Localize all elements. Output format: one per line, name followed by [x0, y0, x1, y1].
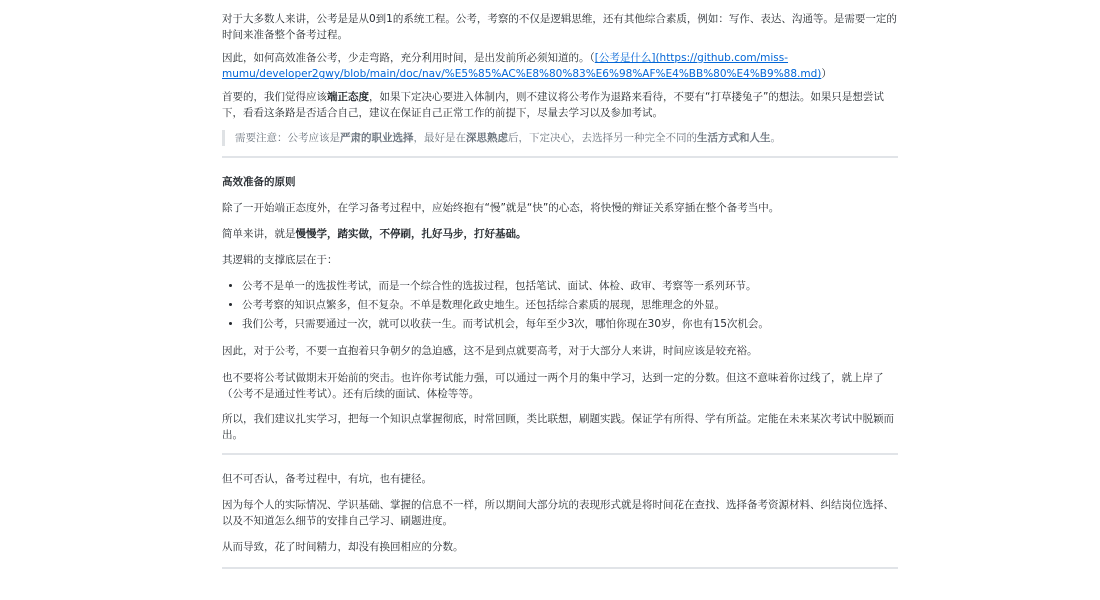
paragraph-summary-pre: 简单来讲，就是: [222, 228, 296, 240]
quote-text-d: 后，下定决心，去选择另一种完全不同的: [508, 132, 697, 144]
quote-bold-2: 深思熟虑: [466, 132, 508, 144]
paragraph-efficient: [222, 50, 898, 82]
paragraph-therefore: 因此，对于公考，不要一直抱着只争朝夕的急迫感，这不是到点就要高考，对于大部分人来讲，时间应该是较充裕。: [222, 345, 758, 357]
paragraph-intro: 对于大多数人来讲，公考是是从0到1的系统工程。公考，考察的不仅是逻辑思维，还有其他综合素质，例如：写作、表达、沟通等。是需要一定的时间来准备整个备考过程。: [222, 13, 897, 41]
paragraph-efficient-after: ）: [821, 68, 832, 80]
divider: [222, 567, 898, 569]
divider: [222, 453, 898, 455]
paragraph-attitude-post: ，如果下定决心要进入体制内，则不建议将公考作为退路来看待，不要有“打草搂兔子”的想法。如果只是想尝试下，看看这条路是否适合自己，建议在保证自己正常工作的前提下，尽量去学习以及参加考试。: [222, 91, 884, 119]
quote-text-c: ，最好是在: [413, 132, 466, 144]
paragraph-result: 从而导致，花了时间精力，却没有换回相应的分数。: [222, 541, 464, 553]
section-heading: 高效准备的原则: [222, 176, 296, 188]
list-item: • 公考考察的知识点繁多，但不复杂。不单是数理化政史地生。还包括综合素质的展现，思维理念的外显。: [242, 297, 898, 313]
quote-text-e: 。: [770, 132, 781, 144]
list-item: • 公考不是单一的选拔性考试，而是一个综合性的选拔过程，包括笔试、面试、体检、政审、考察等一系列环节。: [242, 278, 898, 294]
paragraph-reasons: 因为每个人的实际情况、学识基础、掌握的信息不一样，所以期间大部分坑的表现形式就是将时间花在查找、选择备考资源材料、纠结岗位选择、以及不知道怎么细节的安排自己学习、刷题进度。: [222, 499, 894, 527]
quote-bold-1: 严肃的职业选择: [340, 132, 414, 144]
list-item: • 我们公考，只需要通过一次，就可以收获一生。而考试机会，每年至少3次，哪怕你现在30岁，你也有15次机会。: [242, 316, 898, 332]
paragraph-attitude-bold: 端正态度: [327, 91, 369, 103]
quote-text-a: 需要注意：公考应该是: [235, 132, 340, 144]
paragraph-summary-bold: 慢慢学，踏实做，不停刷，扎好马步，打好基础。: [295, 228, 527, 240]
divider: [222, 156, 898, 158]
paragraph-slow-fast: 除了一开始端正态度外，在学习备考过程中，应始终抱有“慢”就是“快”的心态，将快慢的辩证关系穿插在整个备考当中。: [222, 202, 780, 214]
link-what-is-gongkao[interactable]: [公考是什么](https://github.com/miss-mumu/developer2gwy/blob/main/doc/nav/%E5%85%AC%E8%80%83%E6%98%AF%E4%BB%80%E4%B9%88.md): [222, 52, 822, 80]
blockquote-note: [222, 130, 898, 146]
bullet-list: [222, 278, 898, 332]
paragraph-attitude: [222, 89, 898, 121]
paragraph-summary: [222, 226, 898, 242]
document-content: [222, 0, 898, 569]
paragraph-recommend: 所以，我们建议扎实学习，把每一个知识点掌握彻底，时常回顾，类比联想，刷题实践。保证学有所得、学有所益。定能在未来某次考试中脱颖而出。: [222, 413, 894, 441]
paragraph-no-cramming: 也不要将公考试做期末开始前的突击。也许你考试能力强，可以通过一两个月的集中学习，达到一定的分数。但这不意味着你过线了，就上岸了（公考不是通过性考试）。还有后续的面试、体检等等。: [222, 372, 884, 400]
quote-bold-3: 生活方式和人生: [697, 132, 771, 144]
paragraph-efficient-text: 因此，如何高效准备公考，少走弯路，充分利用时间，是出发前所必须知道的。（: [222, 52, 595, 64]
paragraph-pitfalls: 但不可否认，备考过程中，有坑，也有捷径。: [222, 473, 432, 485]
paragraph-logic: 其逻辑的支撑底层在于：: [222, 254, 338, 266]
paragraph-attitude-pre: 首要的，我们觉得应该: [222, 91, 327, 103]
